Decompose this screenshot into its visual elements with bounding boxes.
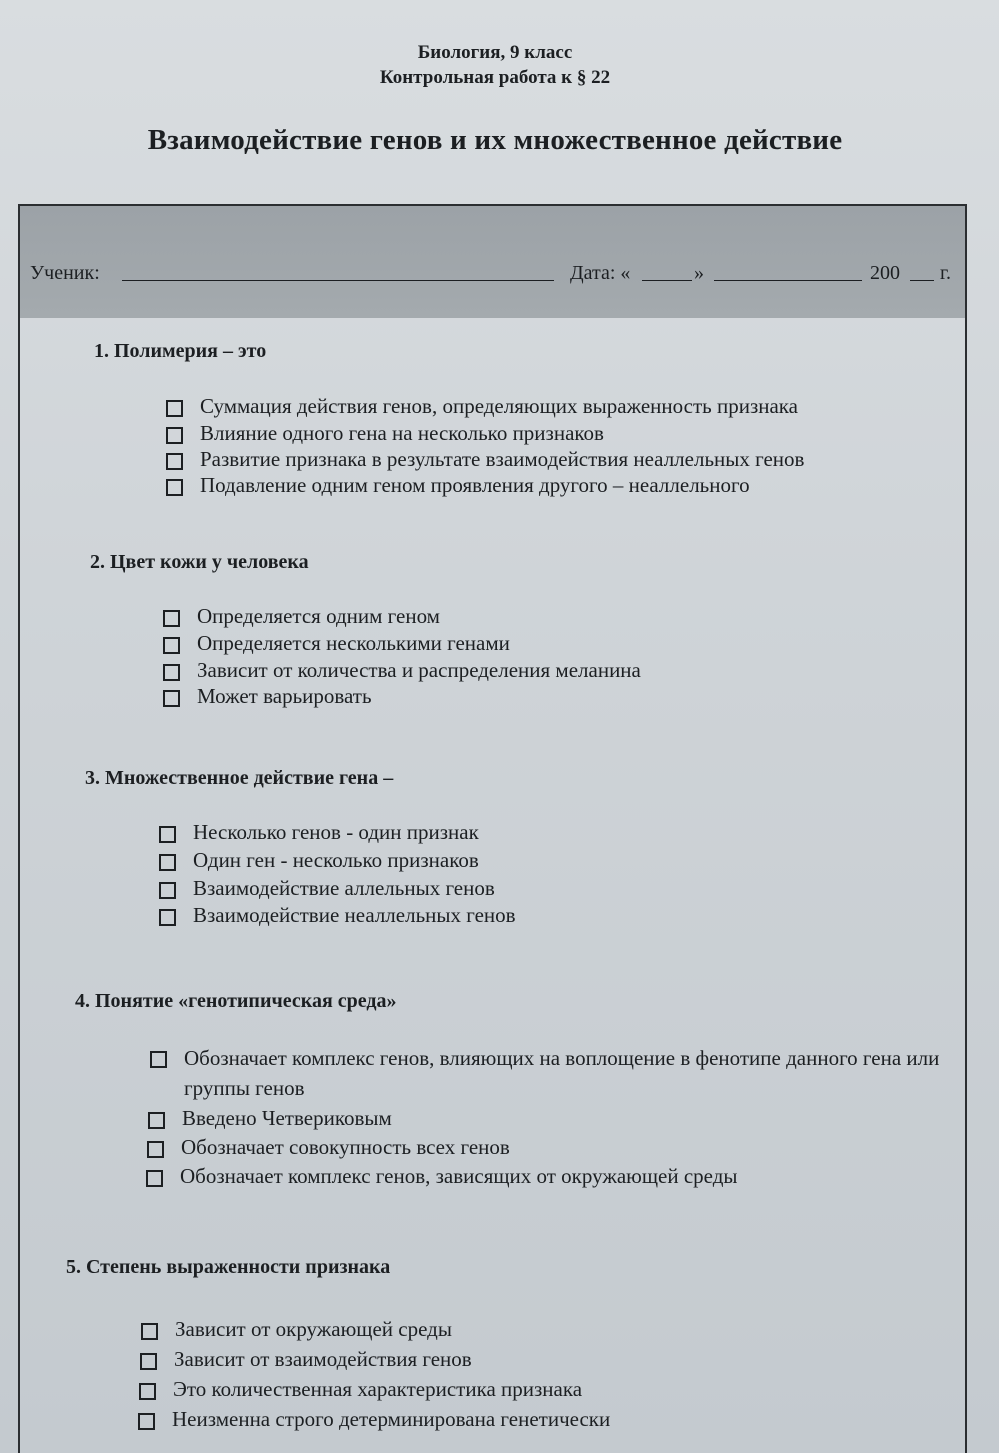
option-text: Взаимодействие аллельных генов xyxy=(193,876,495,900)
checkbox[interactable] xyxy=(166,400,183,417)
checkbox[interactable] xyxy=(147,1141,164,1158)
q1-option-4[interactable] xyxy=(166,473,750,498)
checkbox[interactable] xyxy=(166,479,183,496)
option-text: Определяется одним геном xyxy=(197,604,440,628)
checkbox[interactable] xyxy=(146,1170,163,1187)
subject-line: Биология, 9 класс xyxy=(417,42,573,63)
q1-option-2[interactable] xyxy=(166,421,604,446)
checkbox[interactable] xyxy=(139,1383,156,1400)
option-text: Зависит от взаимодействия генов xyxy=(174,1347,472,1371)
option-text: Один ген - несколько признаков xyxy=(193,848,479,872)
q3-option-4[interactable] xyxy=(159,903,516,928)
option-text: Введено Четвериковым xyxy=(182,1106,392,1130)
question-2: 2. Цвет кожи у человека xyxy=(90,551,309,573)
option-text: Зависит от количества и распределения меланина xyxy=(197,658,641,682)
option-text: Обозначает комплекс генов, влияющих на воплощение в фенотипе данного гена или группы генов xyxy=(184,1046,940,1100)
q5-option-3[interactable] xyxy=(139,1377,582,1402)
option-text: Несколько генов - один признак xyxy=(193,820,479,844)
option-text: Это количественная характеристика признака xyxy=(173,1377,583,1401)
option-text: Обозначает комплекс генов, зависящих от окружающей среды xyxy=(180,1164,738,1188)
checkbox[interactable] xyxy=(166,427,183,444)
date-label: Дата: « xyxy=(570,262,631,284)
date-close-quote: » xyxy=(694,262,704,284)
q5-option-4[interactable] xyxy=(138,1407,610,1432)
checkbox[interactable] xyxy=(159,909,176,926)
q1-option-1[interactable] xyxy=(166,394,798,419)
q2-option-2[interactable] xyxy=(163,631,510,656)
q2-option-4[interactable] xyxy=(163,684,372,709)
option-text: Может варьировать xyxy=(197,684,372,708)
option-text: Зависит от окружающей среды xyxy=(175,1317,452,1341)
checkbox[interactable] xyxy=(163,664,180,681)
checkbox[interactable] xyxy=(159,882,176,899)
checkbox[interactable] xyxy=(159,854,176,871)
q1-option-3[interactable] xyxy=(166,447,804,472)
checkbox[interactable] xyxy=(138,1413,155,1430)
option-text: Неизменна строго детерминирована генетически xyxy=(172,1407,611,1431)
q3-option-1[interactable] xyxy=(159,820,479,845)
option-text: Взаимодействие неаллельных генов xyxy=(193,903,516,927)
option-text: Суммация действия генов, определяющих выраженность признака xyxy=(200,394,798,418)
student-info-band xyxy=(20,206,965,318)
year-suffix: г. xyxy=(940,262,951,284)
student-row xyxy=(30,262,951,292)
checkbox[interactable] xyxy=(163,637,180,654)
q4-option-2[interactable] xyxy=(148,1106,392,1131)
question-4: 4. Понятие «генотипическая среда» xyxy=(75,990,397,1012)
q5-option-1[interactable] xyxy=(141,1317,452,1342)
question-3: 3. Множественное действие гена – xyxy=(85,767,394,789)
checkbox[interactable] xyxy=(150,1051,167,1068)
q2-option-1[interactable] xyxy=(163,604,440,629)
page-title: Взаимодействие генов и их множественное действие xyxy=(147,124,843,156)
student-label: Ученик: xyxy=(30,262,100,284)
q2-option-3[interactable] xyxy=(163,658,641,683)
option-text: Влияние одного гена на несколько признаков xyxy=(200,421,604,445)
checkbox[interactable] xyxy=(148,1112,165,1129)
year-prefix: 200 xyxy=(870,262,900,284)
checkbox[interactable] xyxy=(141,1323,158,1340)
worksheet-header xyxy=(0,40,990,90)
test-line: Контрольная работа к § 22 xyxy=(379,67,611,88)
checkbox[interactable] xyxy=(163,610,180,627)
option-text: Подавление одним геном проявления другого – неаллельного xyxy=(200,473,750,497)
option-text: Развитие признака в результате взаимодействия неаллельных генов xyxy=(200,447,805,471)
question-1: 1. Полимерия – это xyxy=(94,340,267,362)
q3-option-3[interactable] xyxy=(159,876,495,901)
checkbox[interactable] xyxy=(140,1353,157,1370)
checkbox[interactable] xyxy=(159,826,176,843)
q4-option-1[interactable] xyxy=(150,1043,990,1103)
q5-option-2[interactable] xyxy=(140,1347,472,1372)
option-text: Определяется несколькими генами xyxy=(197,631,510,655)
checkbox[interactable] xyxy=(166,453,183,470)
checkbox[interactable] xyxy=(163,690,180,707)
q4-option-3[interactable] xyxy=(147,1135,510,1160)
option-text: Обозначает совокупность всех генов xyxy=(181,1135,510,1159)
q3-option-2[interactable] xyxy=(159,848,479,873)
q4-option-4[interactable] xyxy=(146,1164,737,1189)
question-5: 5. Степень выраженности признака xyxy=(66,1256,391,1278)
